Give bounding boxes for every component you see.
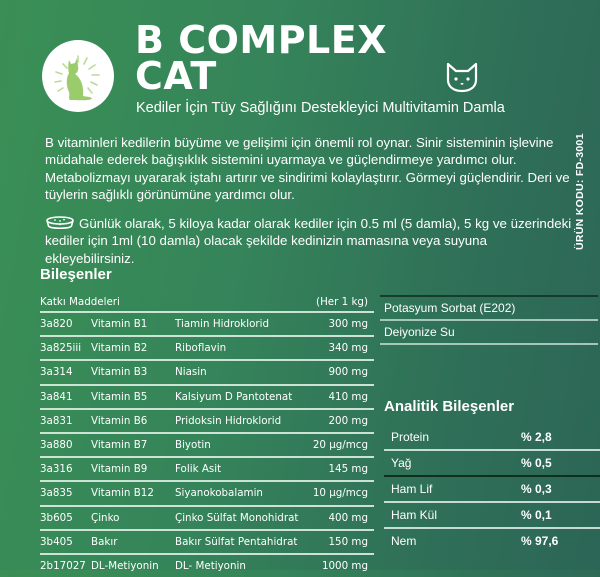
- ingredient-name: Çinko: [91, 511, 120, 524]
- ingredient-name: Vitamin B5: [91, 390, 148, 403]
- analytic-name: Protein: [391, 430, 430, 444]
- list-item: Deiyonize Su: [384, 325, 455, 339]
- ingredient-compound: Bakır Sülfat Pentahidrat: [175, 535, 298, 548]
- ingredient-code: 3a825iii: [40, 342, 82, 355]
- ingredient-code: 3b405: [40, 535, 73, 548]
- ingredients-header-row: [40, 291, 374, 313]
- analytic-value: % 2,8: [521, 430, 552, 444]
- additives-label: Katkı Maddeleri: [40, 296, 120, 308]
- table-row: [40, 458, 374, 482]
- ingredient-code: 3a316: [40, 463, 73, 476]
- table-row: [384, 503, 600, 529]
- usage-text: Günlük olarak, 5 kiloya kadar olarak kediler için 0.5 ml (5 damla), 5 kg ve üzerindeki kediler için 1ml (10 damla) olacak şekilde kedinizin mamasına veya suyuna ekleyebilirsiniz.: [45, 216, 572, 266]
- ingredient-code: 3a831: [40, 414, 73, 427]
- ingredient-compound: Kalsiyum D Pantotenat: [175, 390, 293, 403]
- ingredient-code: 3a841: [40, 390, 73, 403]
- ingredient-compound: Folik Asit: [175, 463, 222, 476]
- analytic-name: Ham Kül: [391, 508, 438, 522]
- analytic-name: Nem: [391, 534, 417, 548]
- ingredient-code: 3a314: [40, 366, 73, 379]
- cat-silhouette-icon: [42, 40, 114, 112]
- analytic-name: Yağ: [391, 456, 412, 470]
- ingredient-amount: 10 µg/mcg: [312, 487, 368, 500]
- other-ingredients-list: [380, 295, 598, 345]
- ingredient-compound: Siyanokobalamin: [175, 487, 263, 500]
- table-row: [384, 529, 600, 553]
- ingredient-compound: Tiamin Hidroklorid: [175, 318, 270, 330]
- analytics-title: Analitik Bileşenler: [384, 398, 515, 415]
- analytic-value: % 0,1: [521, 508, 552, 522]
- ingredient-amount: 340 mg: [328, 342, 368, 355]
- ingredient-name: Vitamin B9: [91, 463, 148, 476]
- ingredient-code: 2b17027: [40, 559, 86, 572]
- ingredients-title: Bileşenler: [40, 266, 112, 283]
- ingredient-name: Vitamin B6: [91, 414, 148, 427]
- ingredient-compound: DL- Metiyonin: [175, 559, 246, 572]
- ingredient-compound: Çinko Sülfat Monohidrat: [175, 511, 299, 524]
- product-description: B vitaminleri kedilerin büyüme ve gelişimi için önemli rol oynar. Sinir sisteminin işlevine müdahale ederek bağışıklık sistemini uyarmaya ve güçlendirmeye yardımcı olur. Metabolizmayı uyararak iştahı artırır ve sindirimi kolaylaştırır. Görmeyi güçlendirir. Deri ve tüylerin sağlıklı görünümüne yardımcı olur.: [45, 135, 570, 202]
- product-title: [135, 18, 388, 98]
- table-row: [40, 361, 374, 385]
- ingredient-name: Vitamin B3: [91, 366, 148, 379]
- ingredient-amount: 200 mg: [328, 414, 368, 427]
- ingredient-code: 3a820: [40, 318, 73, 330]
- product-title-line2: CAT: [135, 54, 217, 98]
- ingredient-amount: 1000 mg: [321, 559, 368, 572]
- table-row: [384, 425, 600, 451]
- ingredient-compound: Pridoksin Hidroklorid: [175, 414, 282, 427]
- ingredient-code: 3a835: [40, 487, 73, 500]
- ingredient-compound: Biyotin: [175, 438, 211, 451]
- table-row: [40, 434, 374, 458]
- food-bowl-icon: [45, 216, 75, 230]
- ingredient-name: Vitamin B1: [91, 318, 148, 330]
- ingredient-code: 3a880: [40, 438, 73, 451]
- analytics-table: [384, 425, 600, 553]
- ingredient-name: DL-Metiyonin: [91, 559, 159, 572]
- product-title-line1: B COMPLEX: [135, 18, 388, 62]
- divider: [380, 295, 598, 297]
- table-row: [40, 555, 374, 577]
- table-row: [40, 386, 374, 410]
- ingredient-code: 3b605: [40, 511, 73, 524]
- logo-badge: [42, 40, 114, 112]
- table-row: [40, 507, 374, 531]
- ingredient-amount: 20 µg/mcg: [312, 438, 368, 451]
- list-item: Potasyum Sorbat (E202): [384, 301, 516, 315]
- ingredient-amount: 150 mg: [328, 535, 368, 548]
- usage-instructions: [45, 215, 580, 267]
- cat-face-icon: [443, 60, 481, 94]
- table-row: [40, 482, 374, 506]
- ingredient-name: Vitamin B7: [91, 438, 148, 451]
- ingredient-amount: 145 mg: [328, 463, 368, 476]
- table-row: [40, 410, 374, 434]
- ingredient-amount: 900 mg: [328, 366, 368, 379]
- table-row: [384, 451, 600, 477]
- ingredient-compound: Riboflavin: [175, 342, 227, 355]
- ingredient-compound: Niasin: [175, 366, 207, 379]
- product-code: ÜRÜN KODU: FD-3001: [574, 133, 586, 250]
- ingredient-name: Vitamin B2: [91, 342, 148, 355]
- analytic-value: % 0,5: [521, 456, 552, 470]
- table-row: [40, 313, 374, 337]
- ingredient-amount: 300 mg: [328, 318, 368, 330]
- ingredient-amount: 400 mg: [328, 511, 368, 524]
- table-row: [40, 337, 374, 361]
- product-subtitle: Kediler İçin Tüy Sağlığını Destekleyici Multivitamin Damla: [136, 100, 505, 116]
- ingredients-table: [40, 291, 374, 577]
- unit-label: (Her 1 kg): [316, 296, 368, 308]
- divider: [380, 343, 598, 345]
- table-row: [384, 477, 600, 503]
- divider: [380, 319, 598, 321]
- table-row: [40, 531, 374, 555]
- ingredient-name: Bakır: [91, 535, 118, 548]
- analytic-name: Ham Lif: [391, 482, 433, 496]
- analytic-value: % 0,3: [521, 482, 552, 496]
- ingredient-amount: 410 mg: [328, 390, 368, 403]
- ingredient-name: Vitamin B12: [91, 487, 154, 500]
- analytic-value: % 97,6: [521, 534, 559, 548]
